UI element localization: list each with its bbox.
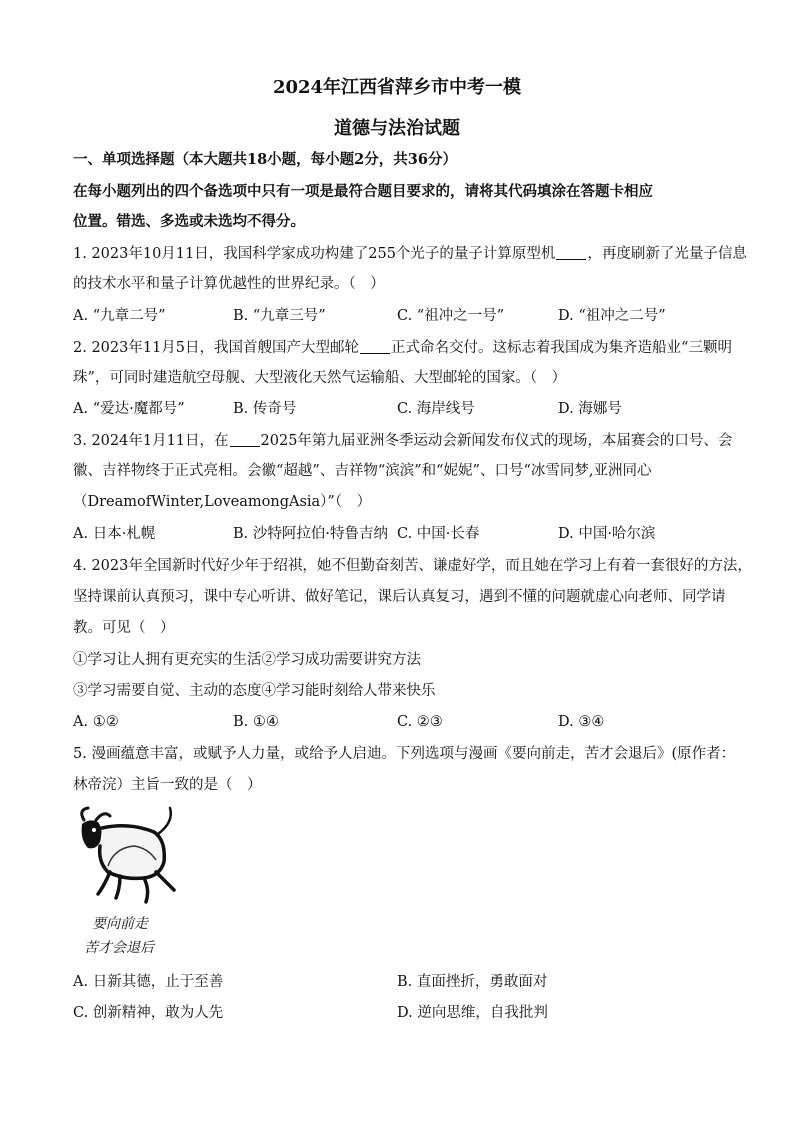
q5-stem-line2: 林帝浣）主旨一致的是（ ） [73,777,262,793]
q3-option-d: D. 中国·哈尔滨 [558,526,656,542]
q5-option-a: A. 日新其德，止于至善 [73,974,224,990]
q3-stem-part2: 2025年第九届亚洲冬季运动会新闻发布仪式的现场，本届赛会的口号、会 [260,433,733,449]
q3-stem-part1: 3. 2024年1月11日，在 [73,433,229,449]
q5-option-d: D. 逆向思维，自我批判 [397,1005,548,1021]
q1-option-b: B. “九章三号” [233,308,326,324]
q4-option-b: B. ①④ [233,714,279,730]
q5-option-c: C. 创新精神，敢为人先 [73,1005,224,1021]
q4-option-d: D. ③④ [558,714,605,730]
q4-stem-line1: 4. 2023年全国新时代好少年于绍祺，她不但勤奋刻苦、谦虚好学，而且她在学习上有着一套很好的方法， [73,558,752,574]
q2-stem-part2: 正式命名交付。这标志着我国成为集齐造船业“三颗明 [391,340,732,356]
q3-option-c: C. 中国·长春 [397,526,480,542]
q4-stem-line3: 教。可见（ ） [73,620,175,636]
q5-stem-line1: 5. 漫画蕴意丰富，或赋予人力量，或给予人启迪。下列选项与漫画《要向前走，苦才会退后》(原作者： [73,746,736,762]
q2-option-a: A. “爱达·魔都号” [73,401,185,417]
q2-option-b: B. 传奇号 [233,401,297,417]
cartoon-caption-1: 要向前走 [92,916,148,932]
ox-cartoon-icon [74,806,186,962]
ox-cartoon [74,806,186,962]
answer-blank [230,432,260,447]
section-heading: 一、单项选择题（本大题共18小题，每小题2分，共36分） [73,151,457,168]
answer-blank [360,339,390,354]
q2-stem-line1 [73,338,733,358]
q3-stem-line2: 徽、吉祥物终于正式亮相。会徽“超越”、吉祥物“滨滨”和“妮妮”、口号“冰雪同梦,亚洲同心 [73,463,652,479]
exam-subtitle: 道德与法治试题 [334,118,460,139]
exam-title: 2024年江西省萍乡市中考一模 [272,77,522,98]
q3-option-b: B. 沙特阿拉伯·特鲁吉纳 [233,526,388,542]
q3-stem-line1 [73,431,733,451]
q2-stem-line2: 珠”，可同时建造航空母舰、大型液化天然气运输船、大型邮轮的国家。（ ） [73,370,567,386]
cartoon-caption-2: 苦才会退后 [84,940,154,956]
section-instruction-1: 在每小题列出的四个备选项中只有一项是最符合题目要求的，请将其代码填涂在答题卡相应 [73,183,653,200]
q4-stem-line2: 坚持课前认真预习，课中专心听讲、做好笔记，课后认真复习，遇到不懂的问题就虚心向老师、同学请 [73,589,726,605]
q1-stem-line2: 的技术水平和量子计算优越性的世界纪录。（ ） [73,276,385,292]
q1-option-c: C. “祖冲之一号” [397,308,505,324]
q1-option-d: D. “祖冲之二号” [558,308,666,324]
q1-stem-part1: 1. 2023年10月11日，我国科学家成功构建了255个光子的量子计算原型机 [73,246,556,262]
q4-option-c: C. ②③ [397,714,443,730]
q4-statements-1: ①学习让人拥有更充实的生活②学习成功需要讲究方法 [73,652,421,668]
q1-stem-line1 [73,244,747,264]
section-instruction-2: 位置。错选、多选或未选均不得分。 [73,213,305,230]
q2-option-d: D. 海娜号 [558,401,622,417]
q5-option-b: B. 直面挫折，勇敢面对 [397,974,548,990]
q4-statements-2: ③学习需要自觉、主动的态度④学习能时刻给人带来快乐 [73,683,436,699]
q2-option-c: C. 海岸线号 [397,401,475,417]
q1-option-a: A. “九章二号” [73,308,166,324]
q3-option-a: A. 日本·札幌 [73,526,156,542]
q2-stem-part1: 2. 2023年11月5日，我国首艘国产大型邮轮 [73,340,360,356]
q4-option-a: A. ①② [73,714,119,730]
answer-blank [556,245,586,260]
q1-stem-part2: ，再度刷新了光量子信息 [587,246,747,262]
q3-stem-line3: （DreamofWinter,LoveamongAsia）”（ ） [73,494,372,510]
